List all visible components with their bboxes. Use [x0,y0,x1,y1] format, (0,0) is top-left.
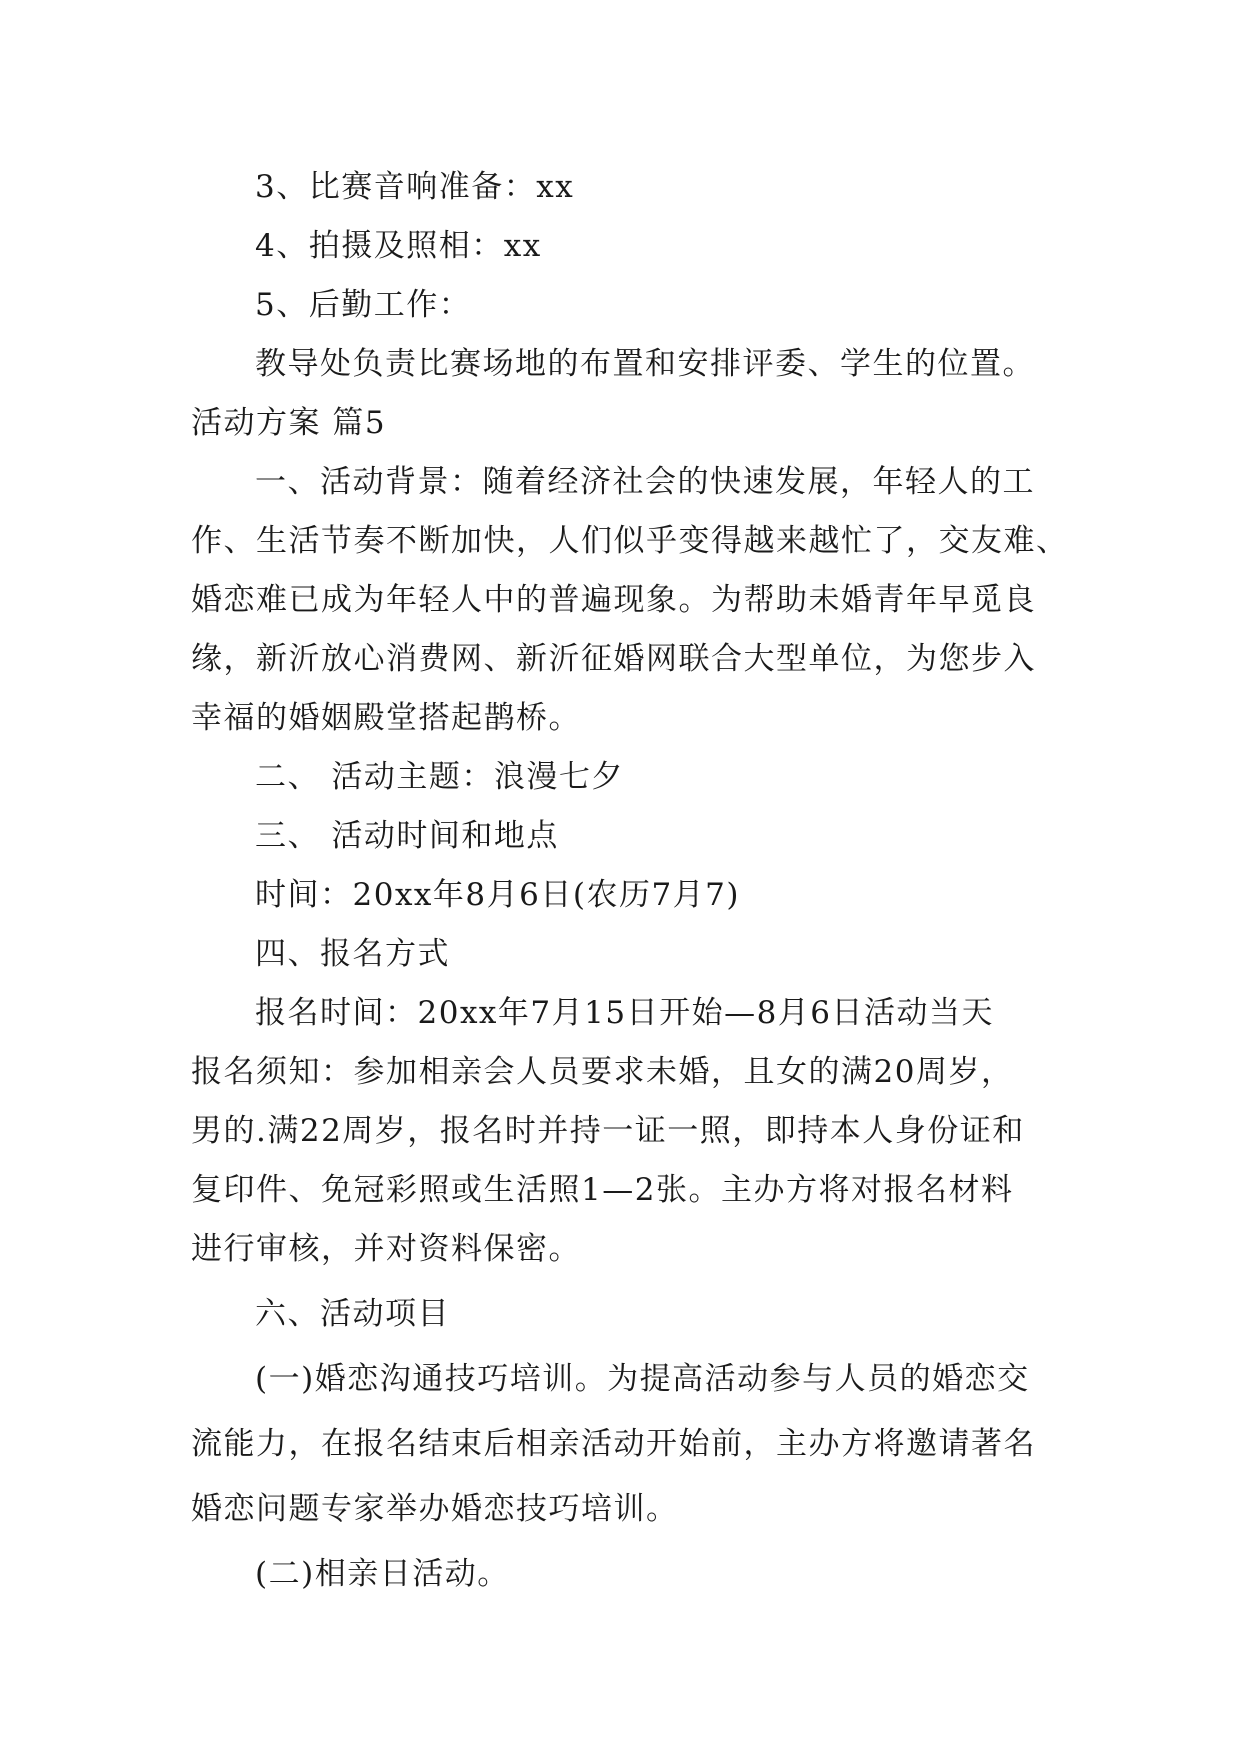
text-line: 三、 活动时间和地点 [255,818,559,854]
text-line: 复印件、免冠彩照或生活照1—2张。主办方将对报名材料 [191,1172,1014,1208]
text-line: 报名须知：参加相亲会人员要求未婚，且女的满20周岁， [191,1054,1014,1090]
text-line: 缘，新沂放心消费网、新沂征婚网联合大型单位，为您步入 [191,641,1036,677]
text-line: (一)婚恋沟通技巧培训。为提高活动参与人员的婚恋交 [255,1361,1030,1397]
text-line: 男的.满22周岁，报名时并持一证一照，即持本人身份证和 [191,1113,1025,1149]
section-heading: 活动方案 篇5 [191,405,387,441]
document-body [191,158,1069,1604]
text-line: 流能力，在报名结束后相亲活动开始前，主办方将邀请著名 [191,1426,1036,1462]
text-line: 作、生活节奏不断加快，人们似乎变得越来越忙了，交友难、 [191,523,1069,559]
text-line: 报名时间：20xx年7月15日开始—8月6日活动当天 [255,995,995,1031]
text-line: 幸福的婚姻殿堂搭起鹊桥。 [191,700,581,736]
text-line: 教导处负责比赛场地的布置和安排评委、学生的位置。 [255,346,1035,382]
text-line: 六、活动项目 [255,1296,450,1332]
text-line: 5、后勤工作： [255,287,472,323]
text-line: 时间：20xx年8月6日(农历7月7) [255,877,740,913]
text-line: 婚恋难已成为年轻人中的普遍现象。为帮助未婚青年早觅良 [191,582,1036,618]
text-line: 二、 活动主题：浪漫七夕 [255,759,624,795]
text-line: 4、拍摄及照相：xx [255,228,542,264]
text-line: 一、活动背景：随着经济社会的快速发展，年轻人的工 [255,464,1035,500]
text-line: 婚恋问题专家举办婚恋技巧培训。 [191,1491,679,1527]
text-line: 3、比赛音响准备：xx [255,169,575,205]
text-line: (二)相亲日活动。 [255,1556,510,1592]
text-line: 四、报名方式 [255,936,450,972]
text-line: 进行审核，并对资料保密。 [191,1231,581,1267]
